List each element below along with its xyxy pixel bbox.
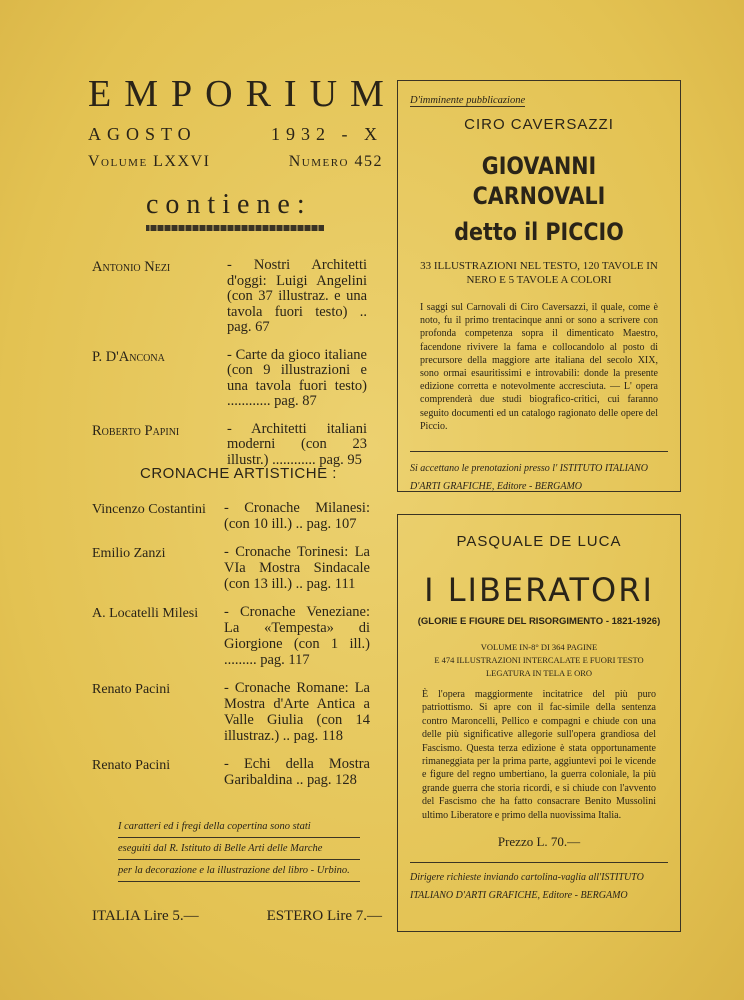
ad-header: D'imminente pubblicazione — [410, 95, 526, 106]
volume-label: Volume LXXVI — [88, 153, 211, 170]
cronache-entry — [92, 680, 392, 744]
cronache-title: - Cronache Milanesi: (con 10 ill.) .. pag. 107 — [224, 500, 370, 532]
cronache-author: Renato Pacini — [92, 682, 171, 697]
cronache-heading: CRONACHE ARTISTICHE : — [140, 465, 337, 482]
number-label: Numero 452 — [288, 153, 383, 170]
vol-line: VOLUME IN-8° DI 364 PAGINE — [480, 642, 598, 652]
divider — [410, 451, 668, 452]
ad-book-title: GIOVANNI CARNOVALI — [472, 152, 606, 210]
cronache-author: A. Locatelli Milesi — [92, 606, 199, 621]
issue-date — [88, 124, 383, 145]
toc-entry — [92, 422, 392, 469]
divider — [410, 862, 668, 863]
ad-volume-info — [398, 641, 680, 680]
ad-book-subtitle: detto il PICCIO — [454, 218, 624, 246]
ad-footer: Si accettano le prenotazioni presso l' ISTITUTO ITALIANO D'ARTI GRAFICHE, Editore - BERGAMO — [410, 463, 648, 493]
vol-line: LEGATURA IN TELA E ORO — [485, 668, 593, 678]
cronache-title: - Cronache Torinesi: La VIa Mostra Sindacale (con 13 ill.) .. pag. 111 — [224, 544, 370, 592]
masthead — [88, 70, 397, 231]
ad-description: I saggi sul Carnovali di Ciro Caversazzi, il quale, come è noto, fu il primo trentacinque anni or sono a scrivere con profonda competenza sopra il dimenticato Maestro, facendone rivivere la fama e collocandolo al posto di precursore della maggiore arte italiana del secolo XIX, sono ormai esauritissimi e introvabili: donde la presente edizione corretta e notevolmente accresciuta. — L' opera comprenderà due studi biografico-critici, cui faranno seguito documenti ed un catalogo ragionato delle opere del Piccio. — [420, 302, 658, 432]
toc-title: - Architetti italiani moderni (con 23 illustr.) ............ pag. 95 — [227, 420, 367, 468]
credits-line: eseguiti dal R. Istituto di Belle Arti delle Marche — [118, 838, 360, 860]
price-italia: ITALIA Lire 5.— — [92, 908, 199, 924]
cronache-entry — [92, 756, 392, 788]
ad-book-subtitle: (GLORIE E FIGURE DEL RISORGIMENTO - 1821-1926) — [417, 616, 661, 627]
price-line — [92, 908, 382, 925]
toc-author: Antonio Nezi — [92, 259, 171, 275]
cronache-entry — [92, 604, 392, 668]
ad-price: Prezzo L. 70.— — [497, 834, 581, 850]
cronache-entry — [92, 544, 392, 592]
toc-title: - Nostri Architetti d'oggi: Luigi Angelini (con 37 illustraz. e una tavola fuori testo) .. pag. 67 — [227, 257, 367, 335]
toc-title: - Carte da gioco italiane (con 9 illustrazioni e una tavola fuori testo) ............ pag. 87 — [227, 346, 367, 409]
cronache-entry — [92, 500, 392, 532]
cronache-author: Emilio Zanzi — [92, 546, 166, 561]
cronache-list — [92, 500, 392, 800]
ad-book-title: I LIBERATORI — [424, 571, 654, 609]
ad-description: È l'opera maggiormente incitatrice del più puro patriottismo. Si apre con il fac-simile della sentenza contro Maroncelli, Pellico e compagni e chiude con una delle più significative allegorie sull'opera grandiosa del Fascismo. Questa terza edizione è stata opportunamente rimaneggiata per la prima parte, aggiuntevi poi le vicende e figure del regno umbertiano, la guerra coloniale, la più grande guerra che storia ricordi, e si chiude con l'avvento del Fascismo che ha fatto consacrare Benito Mussolini ultimo Liberatore e primo della nuovissima Italia. — [422, 689, 656, 821]
toc-entry — [92, 258, 392, 336]
cronache-title: - Cronache Romane: La Mostra d'Arte Antica a Valle Giulia (con 14 illustraz.) .. pag. 118 — [224, 680, 370, 744]
cronache-author: Vincenzo Costantini — [92, 502, 206, 517]
magazine-title: EMPORIUM — [88, 73, 397, 115]
issue-year: 1932 - X — [271, 124, 383, 144]
cronache-title: - Echi della Mostra Garibaldina .. pag. 128 — [224, 756, 370, 788]
toc-author: Roberto Papini — [92, 422, 180, 439]
credits-line: per la decorazione e la illustrazione del libro - Urbino. — [118, 860, 360, 882]
cronache-title: - Cronache Veneziane: La «Tempesta» di Giorgione (con 1 ill.) ......... pag. 117 — [224, 604, 370, 668]
advertisement-carnovali — [397, 80, 681, 492]
cronache-author: Renato Pacini — [92, 758, 171, 773]
table-of-contents — [92, 258, 392, 480]
advertisement-liberatori — [397, 514, 681, 932]
decorative-rule — [146, 225, 324, 231]
vol-line: E 474 ILLUSTRAZIONI INTERCALATE E FUORI TESTO — [434, 655, 644, 665]
volume-line — [88, 153, 383, 171]
contents-heading: contiene: — [146, 189, 312, 220]
toc-author: P. D'Ancona — [92, 348, 165, 365]
ad-footer: Dirigere richieste inviando cartolina-vaglia all'ISTITUTO ITALIANO D'ARTI GRAFICHE, Editore - BERGAMO — [410, 872, 644, 902]
toc-entry — [92, 348, 392, 410]
price-estero: ESTERO Lire 7.— — [266, 908, 382, 924]
cover-credits-note — [118, 816, 360, 882]
ad-author: PASQUALE DE LUCA — [456, 533, 622, 550]
ad-illustrations-info: 33 ILLUSTRAZIONI NEL TESTO, 120 TAVOLE IN NERO E 5 TAVOLE A COLORI — [420, 260, 658, 286]
issue-month: AGOSTO — [88, 124, 197, 144]
ad-author: CIRO CAVERSAZZI — [464, 116, 614, 133]
credits-line: I caratteri ed i fregi della copertina sono stati — [118, 816, 360, 838]
